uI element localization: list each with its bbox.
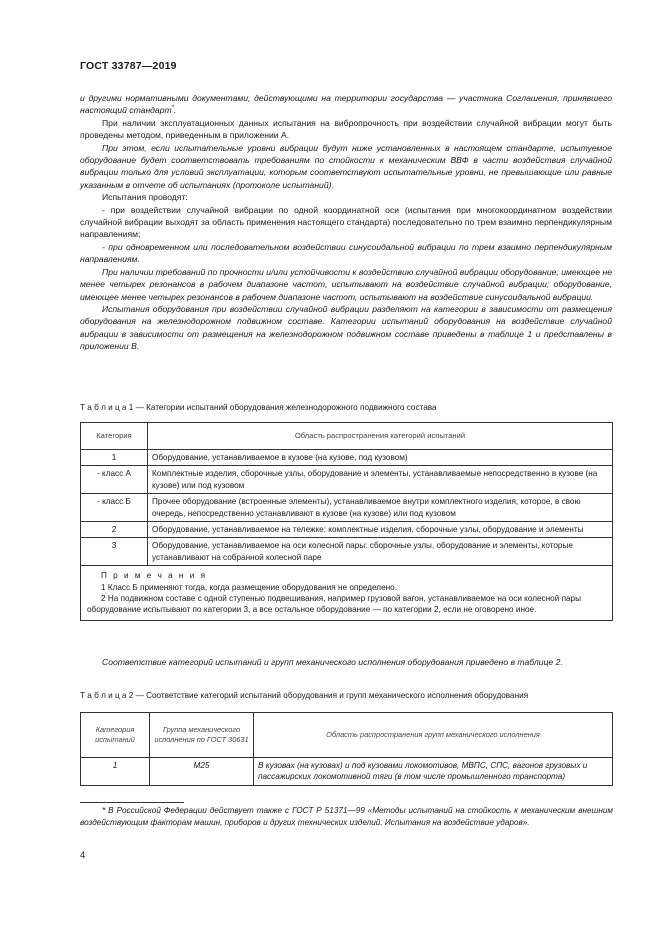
paragraph-3: При этом, если испытательные уровни вибрации будут ниже установленных в настоящем стандарте, испытуемое оборудование будет соответствовать требованиям по стойкости к механическим ВВФ в части воздействия случайной вибрации только для условий эксплуатации, которым соответствуют испытательные уровни, не превышающие или равные указанным в отчете об испытаниях (протоколе испытаний). (80, 142, 612, 190)
table-cell-category: - класс Б (81, 494, 148, 522)
document-code: ГОСТ 33787—2019 (80, 60, 177, 72)
table-row (81, 450, 613, 466)
table-cell-scope: Оборудование, устанавливаемое в кузове (на кузове, под кузовом) (148, 450, 613, 466)
table-1-caption-text: 1 — Категории испытаний оборудования железнодорожного подвижного состава (128, 403, 437, 412)
table-1-col-category: Категория (81, 423, 148, 450)
table-cell-scope: Оборудование, устанавливаемое на оси колесной пары: сборочные узлы, оборудование и элементы, которые устанавливают на собранной колесной паре (148, 538, 613, 566)
table-cell-category: 2 (81, 522, 148, 538)
table-cell-scope: В кузовах (на кузовах) и под кузовами локомотивов, МВПС, СПС, вагонов грузовых и пассажирских локомотивной тяги (в том числе промышленного транспорта) (254, 758, 613, 786)
table-2-caption-prefix: Т а б л и ц а (80, 691, 127, 700)
table-2-col-category: Категория испытаний (81, 713, 150, 758)
note-1: 1 Класс Б применяют тогда, когда размещение оборудования не определено. (101, 582, 397, 592)
paragraph-5: - при воздействии случайной вибрации по одной координатной оси (испытания при многокоординатном воздействии случайной вибрации выходят за область применения настоящего стандарта) последовательно по трем взаимно перпендикулярным направлениям; (80, 204, 612, 240)
table-cell-category: 1 (81, 450, 148, 466)
table-cell-category: 3 (81, 538, 148, 566)
table-2-col-group: Группа механического исполнения по ГОСТ 30631 (150, 713, 254, 758)
table-2-header-row (81, 713, 613, 758)
paragraph-1-end: . (174, 105, 177, 116)
table-cell-category: 1 (81, 758, 150, 786)
paragraph-1 (80, 92, 612, 117)
table-cell-category: - класс А (81, 466, 148, 494)
paragraph-7: При наличии требований по прочности и/или устойчивости к воздействию случайной вибрации оборудование, имеющее не менее четырех резонансов в рабочем диапазоне частот, испытывают на воздействие случайной вибрации; оборудование, имеющее менее четырех резонансов в рабочем диапазоне частот, испытывают на воздействие синусоидальной вибрации. (80, 266, 612, 302)
table-2 (80, 712, 613, 786)
table-row (81, 758, 613, 786)
table-cell-scope: Оборудование, устанавливаемое на тележке: комплектные изделия, сборочные узлы, оборудование и элементы (148, 522, 613, 538)
paragraph-9: Соответствие категорий испытаний и групп механического исполнения оборудования приведено в таблице 2. (102, 657, 563, 667)
paragraph-4: Испытания проводят: (102, 192, 188, 203)
table-row (81, 522, 613, 538)
page-number: 4 (80, 850, 86, 861)
paragraph-8: Испытания оборудования при воздействии случайной вибрации разделяют на категории в зависимости от размещения оборудования на железнодорожном подвижном составе. Категории испытаний оборудования на воздействие случайной вибрации в зависимости от размещения на железнодорожном подвижном составе приведены в таблице 1 и представлены в приложении В. (80, 303, 612, 352)
table-row (81, 494, 613, 522)
paragraph-1-text: и другими нормативными документами, действующими на территории государства — участника Соглашения, принявшего настоящий стандарт (80, 93, 612, 116)
table-row (81, 538, 613, 566)
table-1-notes-row (81, 566, 613, 621)
table-2-caption-text: 2 — Соответствие категорий испытаний оборудования и групп механического исполнения оборудования (128, 691, 529, 700)
table-cell-scope: Прочее оборудование (встроенные элементы), устанавливаемое внутри комплектного изделия, которое, в свою очередь, непосредственно устанавливают в кузове (на кузове) или под кузовом (148, 494, 613, 522)
notes-title: П р и м е ч а н и я (101, 571, 208, 581)
note-2: 2 На подвижном составе с одной ступенью подвешивания, например грузовой вагон, устанавливаемое на оси колесной пары оборудование испытывают по категории 3, а все остальное оборудование — по категории 2, если не оговорено иное. (87, 594, 581, 615)
table-2-col-scope: Область распространения групп механического исполнения (254, 713, 613, 758)
table-1-header-row (81, 423, 613, 450)
table-1 (80, 422, 613, 621)
table-1-caption-prefix: Т а б л и ц а (80, 403, 127, 412)
table-1-col-scope: Область распространения категорий испытаний (148, 423, 613, 450)
footnote-divider (80, 802, 184, 803)
table-row (81, 466, 613, 494)
table-cell-group: М25 (150, 758, 254, 786)
body-text (80, 92, 612, 353)
paragraph-9-block (80, 656, 612, 668)
table-1-notes (81, 566, 613, 621)
footnote-mark: * (171, 105, 174, 112)
table-cell-scope: Комплектные изделия, сборочные узлы, оборудование и элементы, устанавливаемые непосредственно в кузове (на кузове) или под кузовом (148, 466, 613, 494)
paragraph-2: При наличии эксплуатационных данных испытания на вибропрочность при воздействии случайной вибрации могут быть проведены методом, приведенным в приложении А. (80, 117, 612, 141)
table-2-caption (80, 690, 615, 702)
table-1-caption (80, 402, 615, 414)
footnote: * В Российской Федерации действует также с ГОСТ Р 51371—99 «Методы испытаний на стойкость к механическим внешним воздействующим факторам машин, приборов и других технических изделий. Испытания на воздействие ударов». (80, 806, 613, 827)
paragraph-6: - при одновременном или последовательном воздействии синусоидальной вибрации по трем взаимно перпендикулярным направлениям. (80, 241, 612, 265)
